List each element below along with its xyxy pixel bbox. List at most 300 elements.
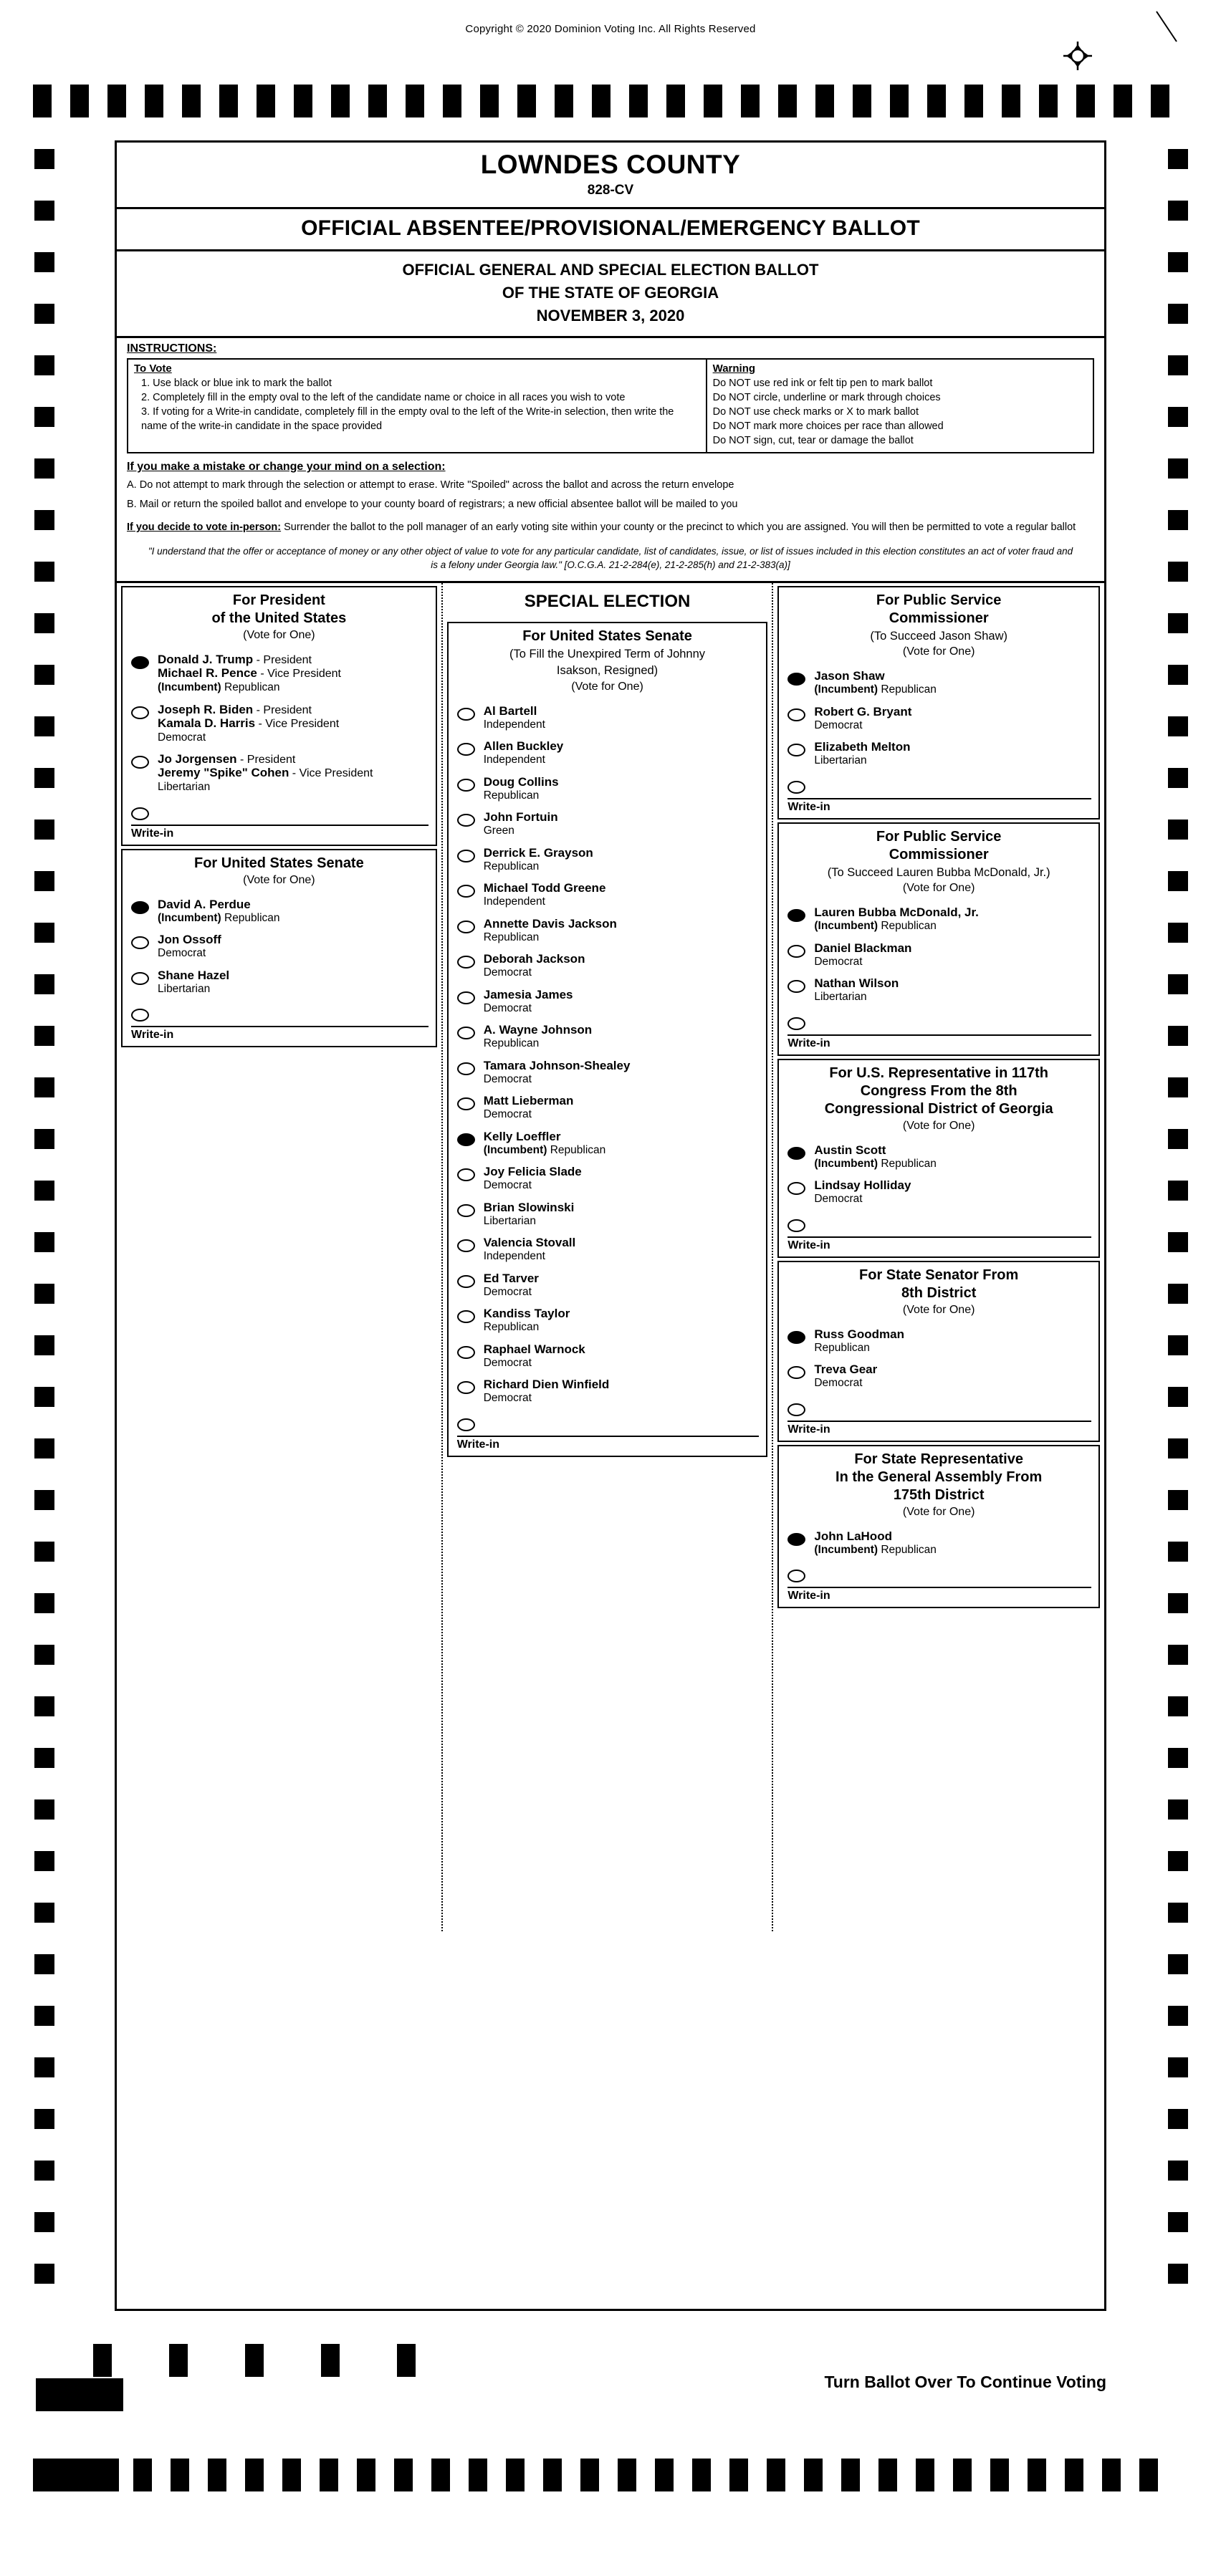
candidate-choice[interactable]: [449, 1125, 767, 1160]
write-in-label: Write-in: [787, 1034, 1091, 1050]
timing-mark: [34, 1645, 54, 1665]
running-mate-name: Kamala D. Harris: [158, 716, 256, 730]
candidate-name: Lindsay Holliday: [814, 1178, 911, 1193]
candidate-info: [484, 1166, 582, 1191]
timing-mark: [1168, 1748, 1188, 1768]
candidate-info: [484, 811, 558, 837]
selection-oval[interactable]: [457, 743, 475, 756]
contest-header: [779, 1446, 1098, 1522]
corner-slash-mark: [1155, 10, 1191, 46]
timing-mark: [1168, 1799, 1188, 1820]
selection-oval[interactable]: [457, 956, 475, 969]
selection-oval[interactable]: [457, 1062, 475, 1075]
write-in-oval[interactable]: [787, 1219, 805, 1232]
candidate-choice[interactable]: [449, 1196, 767, 1231]
choice-list: [779, 1135, 1098, 1252]
candidate-info: [158, 898, 280, 924]
candidate-info: [484, 882, 606, 908]
candidate-party: Libertarian: [158, 781, 211, 794]
contest-psc-shaw: [777, 586, 1100, 820]
candidate-name: Tamara Johnson-Shealey: [483, 1058, 631, 1072]
general-election-line-2: OF THE STATE OF GEORGIA: [502, 283, 719, 302]
county-header: [117, 143, 1104, 209]
candidate-office: - President: [253, 703, 312, 716]
candidate-choice[interactable]: [123, 928, 436, 963]
timing-mark: [34, 1284, 54, 1304]
timing-marks-bottom: [133, 2459, 1188, 2491]
timing-mark: [34, 1335, 54, 1355]
vote-for-instruction: (Vote for One): [902, 645, 975, 658]
contest-state-senator-8: [777, 1261, 1100, 1442]
timing-mark: [1168, 1129, 1188, 1149]
timing-mark: [1168, 1026, 1188, 1046]
contest-title-line: For United States Senate: [194, 855, 364, 871]
candidate-choice[interactable]: [449, 947, 767, 983]
candidate-name: John Fortuin: [483, 810, 558, 825]
timing-mark: [1168, 1335, 1188, 1355]
candidate-party: (Incumbent) Republican: [158, 911, 280, 924]
write-in-choice[interactable]: [779, 1393, 1098, 1416]
timing-mark: [1168, 974, 1188, 994]
voter-fraud-oath: "I understand that the offer or acceptance of money or any other object of value to vote for any particular candidate, list of candidates, issue, or list of issues included in this election constitutes an act of voter fraud and is a felony under Georgia law." [O.C.G.A. 21-2-284(e), 21-2-285(h) and 21-2-383(a)]: [148, 545, 1073, 571]
candidate-name: Joy Felicia Slade: [483, 1165, 582, 1179]
candidate-name: Robert G. Bryant: [814, 704, 912, 719]
contest-title-line: For President: [232, 592, 325, 609]
selection-oval[interactable]: [457, 1239, 475, 1252]
candidate-info: [814, 942, 911, 968]
timing-mark: [1168, 201, 1188, 221]
write-in-choice[interactable]: [779, 1209, 1098, 1232]
candidate-info: [484, 1307, 570, 1333]
choice-list: [123, 890, 436, 1042]
timing-mark: [1168, 768, 1188, 788]
selection-oval[interactable]: [131, 706, 149, 719]
timing-mark: [34, 355, 54, 375]
choice-list: [123, 645, 436, 840]
candidate-party: Republican: [483, 789, 540, 802]
candidate-party: (Incumbent) Republican: [814, 1543, 937, 1556]
timing-mark: [34, 562, 54, 582]
warning-item: Do NOT use red ink or felt tip pen to mark ballot: [712, 377, 933, 389]
candidate-name: Michael Todd Greene: [483, 881, 606, 895]
timing-mark: [34, 407, 54, 427]
special-election-header: SPECIAL ELECTION: [524, 592, 691, 612]
write-in-oval[interactable]: [457, 1418, 475, 1431]
selection-oval[interactable]: [457, 1381, 475, 1394]
candidate-info: [158, 753, 373, 793]
candidate-choice[interactable]: [779, 664, 1098, 700]
selection-oval[interactable]: [457, 1097, 475, 1110]
candidate-name: Nathan Wilson: [814, 976, 899, 991]
timing-mark: [1168, 2212, 1188, 2232]
candidate-party: Independent: [483, 895, 545, 908]
candidate-choice[interactable]: [449, 1373, 767, 1408]
candidate-name: Brian Slowinski: [483, 1200, 575, 1214]
candidate-choice[interactable]: [779, 1524, 1098, 1560]
candidate-choice[interactable]: [449, 699, 767, 735]
candidate-name: Austin Scott: [814, 1143, 886, 1157]
timing-mark: [34, 613, 54, 633]
selection-oval[interactable]: [787, 945, 805, 958]
candidate-choice[interactable]: [123, 648, 436, 698]
warning-item: Do NOT circle, underline or mark through choices: [712, 391, 941, 403]
selection-oval[interactable]: [787, 1147, 805, 1160]
write-in-oval[interactable]: [787, 1403, 805, 1416]
candidate-info: [484, 740, 564, 766]
candidate-party: (Incumbent) Republican: [483, 1143, 606, 1156]
timing-mark: [34, 1026, 54, 1046]
selection-oval[interactable]: [457, 708, 475, 721]
timing-mark: [34, 768, 54, 788]
mistake-option-b: B. Mail or return the spoiled ballot and envelope to your county board of registrars; a new official absentee ballot will be mailed to you: [127, 499, 738, 511]
timing-marks-bottom-partial: [93, 2344, 466, 2377]
selection-oval[interactable]: [131, 972, 149, 985]
selection-oval[interactable]: [787, 744, 805, 756]
candidate-info: [484, 1024, 592, 1049]
timing-mark: [34, 1181, 54, 1201]
write-in-label: Write-in: [457, 1436, 760, 1451]
timing-mark: [1168, 304, 1188, 324]
candidate-choice[interactable]: [123, 698, 436, 748]
vote-for-instruction: (Vote for One): [243, 873, 315, 886]
contest-us-rep-8: [777, 1059, 1100, 1258]
selection-oval[interactable]: [131, 901, 149, 914]
contest-title-line: For U.S. Representative in 117th: [829, 1064, 1048, 1081]
vote-for-instruction: (Vote for One): [902, 1119, 975, 1132]
write-in-oval[interactable]: [131, 807, 149, 820]
write-in-choice[interactable]: [779, 1007, 1098, 1030]
candidate-choice[interactable]: [779, 700, 1098, 736]
candidate-name: Annette Davis Jackson: [483, 916, 617, 931]
candidate-info: [484, 1095, 574, 1120]
contest-title-line: In the General Assembly From: [835, 1469, 1043, 1485]
candidate-party: Democrat: [158, 947, 206, 960]
selection-oval[interactable]: [787, 1182, 805, 1195]
candidate-info: [484, 1059, 631, 1085]
vote-for-instruction: (Vote for One): [902, 882, 975, 895]
timing-mark: [1168, 1542, 1188, 1562]
selection-oval[interactable]: [457, 1310, 475, 1323]
contest-title-line: Commissioner: [889, 610, 989, 627]
candidate-choice[interactable]: [449, 805, 767, 841]
candidate-choice[interactable]: [123, 893, 436, 928]
candidate-info: [814, 1144, 937, 1170]
candidate-name: Ed Tarver: [483, 1271, 539, 1285]
contest-title-line: Congress From the 8th: [860, 1082, 1018, 1099]
contest-us-senate-special: [447, 622, 768, 1457]
candidate-choice[interactable]: [449, 841, 767, 877]
timing-mark: [1168, 1954, 1188, 1974]
selection-oval[interactable]: [787, 708, 805, 721]
candidate-name: Allen Buckley: [483, 739, 564, 754]
candidate-info: [814, 1179, 911, 1205]
candidate-choice[interactable]: [779, 735, 1098, 771]
candidate-party: Democrat: [158, 731, 206, 744]
timing-mark: [1168, 2264, 1188, 2284]
candidate-choice[interactable]: [449, 1018, 767, 1054]
contest-title-line: For United States Senate: [522, 628, 692, 645]
candidate-choice[interactable]: [779, 971, 1098, 1007]
mistake-heading: If you make a mistake or change your mind on a selection:: [127, 460, 446, 473]
write-in-label: Write-in: [787, 1421, 1091, 1436]
contest-title-line: For State Representative: [854, 1451, 1023, 1467]
selection-oval[interactable]: [787, 909, 805, 922]
candidate-choice[interactable]: [779, 936, 1098, 972]
candidate-choice[interactable]: [449, 1302, 767, 1337]
timing-mark: [1168, 1490, 1188, 1510]
timing-mark: [1168, 2057, 1188, 2077]
selection-oval[interactable]: [457, 1346, 475, 1359]
timing-mark: [34, 871, 54, 891]
candidate-party: Libertarian: [158, 982, 211, 995]
selection-oval[interactable]: [457, 814, 475, 827]
selection-oval[interactable]: [457, 991, 475, 1004]
selection-oval[interactable]: [131, 936, 149, 949]
selection-oval[interactable]: [457, 850, 475, 862]
candidate-info: [814, 706, 911, 731]
candidate-party: Democrat: [483, 1072, 532, 1085]
timing-mark: [1168, 355, 1188, 375]
write-in-oval[interactable]: [787, 781, 805, 794]
timing-mark: [1168, 1645, 1188, 1665]
timing-mark: [34, 1387, 54, 1407]
contest-president: [121, 586, 437, 846]
candidate-name: Al Bartell: [483, 703, 537, 718]
candidate-info: [484, 1201, 575, 1227]
timing-mark: [34, 149, 54, 169]
candidate-choice[interactable]: [779, 1322, 1098, 1358]
timing-mark: [1168, 1696, 1188, 1716]
timing-mark: [1168, 1284, 1188, 1304]
candidate-party: Democrat: [483, 1392, 532, 1405]
timing-mark: [34, 1232, 54, 1252]
candidate-choice[interactable]: [449, 1089, 767, 1125]
candidate-info: [484, 989, 573, 1014]
selection-oval[interactable]: [457, 1275, 475, 1288]
selection-oval[interactable]: [457, 1168, 475, 1181]
candidate-choice[interactable]: [449, 1160, 767, 1196]
candidate-info: [814, 1328, 904, 1354]
timing-mark: [1168, 1903, 1188, 1923]
selection-oval[interactable]: [457, 885, 475, 898]
write-in-label: Write-in: [131, 1026, 428, 1042]
candidate-choice[interactable]: [449, 912, 767, 948]
candidate-choice[interactable]: [449, 1267, 767, 1302]
timing-mark: [34, 2006, 54, 2026]
candidate-choice[interactable]: [449, 734, 767, 770]
in-person-text: Surrender the ballot to the poll manager of an early voting site within your county or the precinct to which you are assigned. You will then be permitted to vote a regular ballot: [284, 522, 1076, 534]
timing-mark: [34, 252, 54, 272]
candidate-office: - President: [253, 654, 312, 667]
contest-subtitle-line: (To Succeed Jason Shaw): [870, 630, 1008, 643]
contest-column-left: [117, 583, 443, 1931]
in-person-heading: If you decide to vote in-person:: [127, 522, 282, 534]
timing-mark: [1168, 923, 1188, 943]
candidate-choice[interactable]: [449, 770, 767, 806]
candidate-name: Lauren Bubba McDonald, Jr.: [814, 905, 979, 920]
candidate-choice[interactable]: [779, 1357, 1098, 1393]
timing-mark: [1168, 1593, 1188, 1613]
candidate-party: Independent: [483, 1250, 545, 1263]
ballot-style-id: 828-CV: [587, 183, 634, 198]
write-in-oval[interactable]: [131, 1009, 149, 1022]
candidate-party: Republican: [814, 1341, 870, 1354]
candidate-name: Treva Gear: [814, 1363, 878, 1377]
candidate-party: Independent: [483, 718, 545, 731]
timing-mark: [34, 458, 54, 479]
contest-header: [779, 587, 1098, 661]
candidate-choice[interactable]: [449, 1054, 767, 1090]
candidate-choice[interactable]: [779, 1138, 1098, 1174]
selection-oval[interactable]: [787, 1331, 805, 1344]
write-in-oval[interactable]: [787, 1017, 805, 1030]
candidate-choice[interactable]: [779, 1173, 1098, 1209]
candidate-party: (Incumbent) Republican: [814, 683, 937, 696]
timing-mark: [34, 820, 54, 840]
timing-mark: [34, 1490, 54, 1510]
candidate-info: [484, 1272, 539, 1298]
timing-mark: [1168, 1387, 1188, 1407]
candidate-party: Independent: [483, 754, 545, 766]
in-person-instruction: [127, 520, 1094, 536]
timing-mark: [1168, 820, 1188, 840]
selection-oval[interactable]: [131, 656, 149, 669]
selection-oval[interactable]: [787, 673, 805, 686]
candidate-party: (Incumbent) Republican: [814, 1157, 937, 1170]
write-in-choice[interactable]: [779, 771, 1098, 794]
contest-title-line: Commissioner: [889, 846, 989, 862]
candidate-party: Democrat: [814, 1193, 863, 1206]
vote-for-instruction: (Vote for One): [243, 629, 315, 642]
write-in-choice[interactable]: [123, 797, 436, 820]
timing-mark: [34, 2161, 54, 2181]
candidate-info: [158, 933, 221, 959]
contest-header: [449, 623, 767, 696]
candidate-name: John LaHood: [814, 1529, 892, 1543]
election-header: [117, 251, 1104, 338]
contest-header: [123, 850, 436, 890]
timing-mark: [1168, 510, 1188, 530]
registration-target-icon: [1062, 40, 1093, 72]
candidate-choice[interactable]: [449, 983, 767, 1019]
contest-column-right: [773, 583, 1104, 1931]
candidate-choice[interactable]: [123, 963, 436, 999]
selection-oval[interactable]: [457, 921, 475, 933]
write-in-oval[interactable]: [787, 1570, 805, 1582]
candidate-choice[interactable]: [123, 747, 436, 797]
candidate-name: Deborah Jackson: [483, 952, 585, 966]
contest-subtitle-line: (To Fill the Unexpired Term of Johnny: [509, 648, 706, 661]
timing-mark: [34, 2109, 54, 2129]
mistake-option-a: A. Do not attempt to mark through the selection or attempt to erase. Write "Spoiled" across the ballot and across the return envelope: [127, 479, 734, 491]
contest-title-line: For State Senator From: [859, 1267, 1019, 1283]
candidate-choice[interactable]: [449, 1337, 767, 1373]
candidate-choice[interactable]: [449, 1231, 767, 1267]
candidate-name: Donald J. Trump: [158, 653, 254, 667]
candidate-name: Jason Shaw: [814, 669, 885, 683]
timing-mark: [34, 665, 54, 685]
selection-oval[interactable]: [457, 1204, 475, 1217]
candidate-party: Libertarian: [814, 754, 867, 767]
timing-mark: [34, 1748, 54, 1768]
candidate-party: Green: [483, 825, 514, 837]
timing-mark: [1168, 2006, 1188, 2026]
turn-ballot-over-notice: Turn Ballot Over To Continue Voting: [824, 2373, 1106, 2391]
choice-list: [779, 1320, 1098, 1436]
timing-mark: [1168, 1438, 1188, 1458]
selection-oval[interactable]: [787, 1366, 805, 1379]
candidate-name: Jamesia James: [483, 987, 573, 1001]
candidate-choice[interactable]: [779, 900, 1098, 936]
contest-header: [779, 824, 1098, 898]
timing-mark: [1168, 458, 1188, 479]
candidate-party: Democrat: [814, 955, 863, 968]
vote-for-instruction: (Vote for One): [902, 1303, 975, 1316]
warning-item: Do NOT mark more choices per race than allowed: [712, 420, 944, 432]
timing-mark-block: [36, 2378, 123, 2411]
timing-mark: [1168, 2161, 1188, 2181]
candidate-name: Richard Dien Winfield: [483, 1378, 610, 1392]
candidate-info: [484, 705, 545, 731]
candidate-name: Raphael Warnock: [483, 1342, 585, 1356]
timing-mark: [1168, 1232, 1188, 1252]
contest-state-rep-175: [777, 1445, 1100, 1609]
timing-mark-block-bottom-left: [33, 2459, 119, 2491]
timing-marks-left: [34, 149, 54, 2315]
candidate-info: [158, 703, 339, 744]
warning-column: [707, 360, 1093, 452]
choice-list: [779, 1522, 1098, 1603]
candidate-choice[interactable]: [449, 876, 767, 912]
candidate-party: Democrat: [483, 1179, 532, 1192]
selection-oval[interactable]: [787, 1533, 805, 1546]
instructions-label: INSTRUCTIONS:: [127, 342, 217, 355]
write-in-label: Write-in: [787, 798, 1091, 814]
selection-oval[interactable]: [457, 779, 475, 792]
write-in-choice[interactable]: [779, 1559, 1098, 1582]
candidate-info: [484, 918, 617, 943]
candidate-info: [814, 1530, 937, 1556]
selection-oval[interactable]: [787, 980, 805, 993]
timing-mark: [34, 716, 54, 736]
candidate-name: A. Wayne Johnson: [483, 1023, 593, 1037]
running-mate-office: - Vice President: [257, 668, 341, 681]
candidate-party: Republican: [483, 931, 540, 943]
write-in-choice[interactable]: [449, 1408, 767, 1431]
timing-mark: [34, 974, 54, 994]
timing-mark: [34, 1542, 54, 1562]
candidate-info: [484, 1130, 606, 1156]
timing-marks-right: [1168, 149, 1188, 2315]
candidate-party: (Incumbent) Republican: [814, 920, 937, 933]
selection-oval[interactable]: [457, 1133, 475, 1146]
contest-header: [779, 1262, 1098, 1320]
candidate-name: Matt Lieberman: [483, 1094, 574, 1108]
candidate-party: Democrat: [483, 1108, 532, 1121]
vote-for-instruction: (Vote for One): [571, 680, 643, 693]
running-mate-name: Michael R. Pence: [158, 666, 257, 681]
timing-mark: [1168, 252, 1188, 272]
timing-mark: [34, 923, 54, 943]
write-in-choice[interactable]: [123, 999, 436, 1022]
selection-oval[interactable]: [131, 756, 149, 769]
timing-mark: [34, 1851, 54, 1871]
contest-psc-mcdonald: [777, 822, 1100, 1056]
contest-title-line: 175th District: [893, 1486, 985, 1503]
selection-oval[interactable]: [457, 1027, 475, 1039]
instructions-section: [117, 338, 1104, 583]
timing-mark: [34, 304, 54, 324]
